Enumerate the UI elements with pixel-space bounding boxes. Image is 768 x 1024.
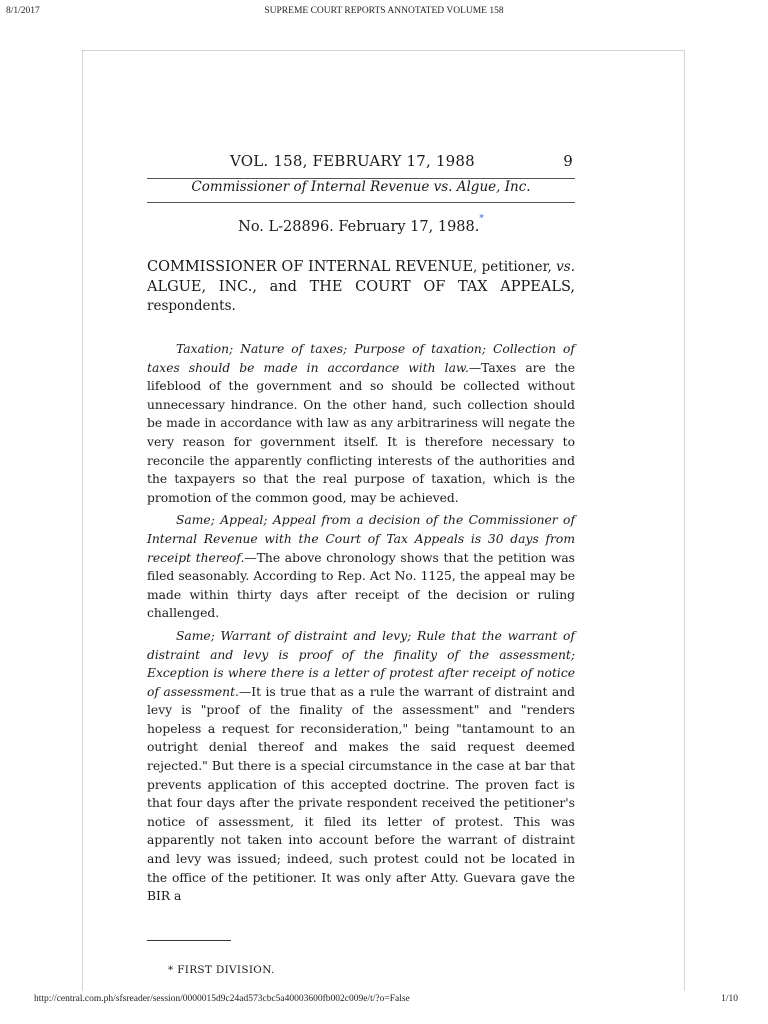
parties (147, 258, 575, 317)
syllabus-body: —The above chronology shows that the petition was filed seasonably. According to Rep. Act No. 1125, the appeal may be made within thirty days after receipt of the decision or ruling challenged. (147, 550, 575, 621)
header-rule-bottom (147, 202, 575, 203)
case-title: Commissioner of Internal Revenue vs. Algue, Inc. (191, 179, 531, 195)
syllabus-heading: Same; Appeal; Appeal from a decision of the Commissioner of Internal Revenue with the Court of Tax Appeals is 30 days from receipt thereof. (147, 513, 575, 565)
syllabus-body: —Taxes are the lifeblood of the government and so should be collected without unnecessary hindrance. On the other hand, such collection should be made in accordance with law as any arbitrariness will negate the very reason for government itself. It is therefore necessary to reconcile the apparently conflicting interests of the authorities and the taxpayers so that the real purpose of taxation, which is the promotion of the common good, may be achieved. (147, 360, 575, 505)
syllabus-paragraph (147, 511, 575, 623)
page-url: http://central.com.ph/sfsreader/session/0000015d9c24ad573cbc5a40003600fb002c009e/t/?o=False (34, 994, 410, 1004)
page-counter: 1/10 (721, 994, 738, 1004)
versus: vs. (556, 259, 575, 275)
case-number: No. L-28896. February 17, 1988. (238, 218, 480, 235)
syllabus-paragraph (147, 627, 575, 906)
volume-date: VOL. 158, FEBRUARY 17, 1988 (230, 152, 475, 170)
footnote-link[interactable]: * (479, 214, 484, 224)
syllabus-body: —It is true that as a rule the warrant of distraint and levy is "proof of the finality of the assessment" and "renders hopeless a request for reconsideration," being "tantamount to an outright denial thereof and makes the said request deemed rejected." But there is a special circumstance in the case at bar that prevents application of this accepted doctrine. The proven fact is that four days after the private respondent received the petitioner's notice of assessment, it filed its letter of protest. This was apparently not taken into account before the warrant of distraint and levy was issued; indeed, such protest could not be located in the office of the petitioner. It was only after Atty. Guevara gave the BIR a (147, 684, 575, 904)
print-date: 8/1/2017 (6, 6, 40, 16)
page-number: 9 (563, 152, 573, 170)
print-header (0, 0, 768, 22)
syllabus-paragraph (147, 340, 575, 507)
print-title: SUPREME COURT REPORTS ANNOTATED VOLUME 158 (264, 6, 504, 16)
syllabus-heading: Taxation; Nature of taxes; Purpose of taxation; Collection of taxes should be made in accordance with law. (147, 342, 575, 375)
footnote: * FIRST DIVISION. (168, 964, 275, 976)
case-number-line (147, 214, 575, 235)
respondent-names: ALGUE, INC., and THE COURT OF TAX APPEALS, (147, 278, 575, 295)
syllabus (147, 340, 575, 910)
petitioner-name: COMMISSIONER OF INTERNAL REVENUE (147, 259, 474, 275)
syllabus-heading: Same; Warrant of distraint and levy; Rule that the warrant of distraint and levy is proof of the finality of the assessment; Exception is where there is a letter of protest after receipt of notice of assessment. (147, 628, 575, 699)
footnote-rule (147, 940, 231, 941)
respondent-role: respondents. (147, 298, 236, 314)
petitioner-role: , petitioner, (473, 259, 552, 275)
print-footer (0, 994, 768, 1016)
